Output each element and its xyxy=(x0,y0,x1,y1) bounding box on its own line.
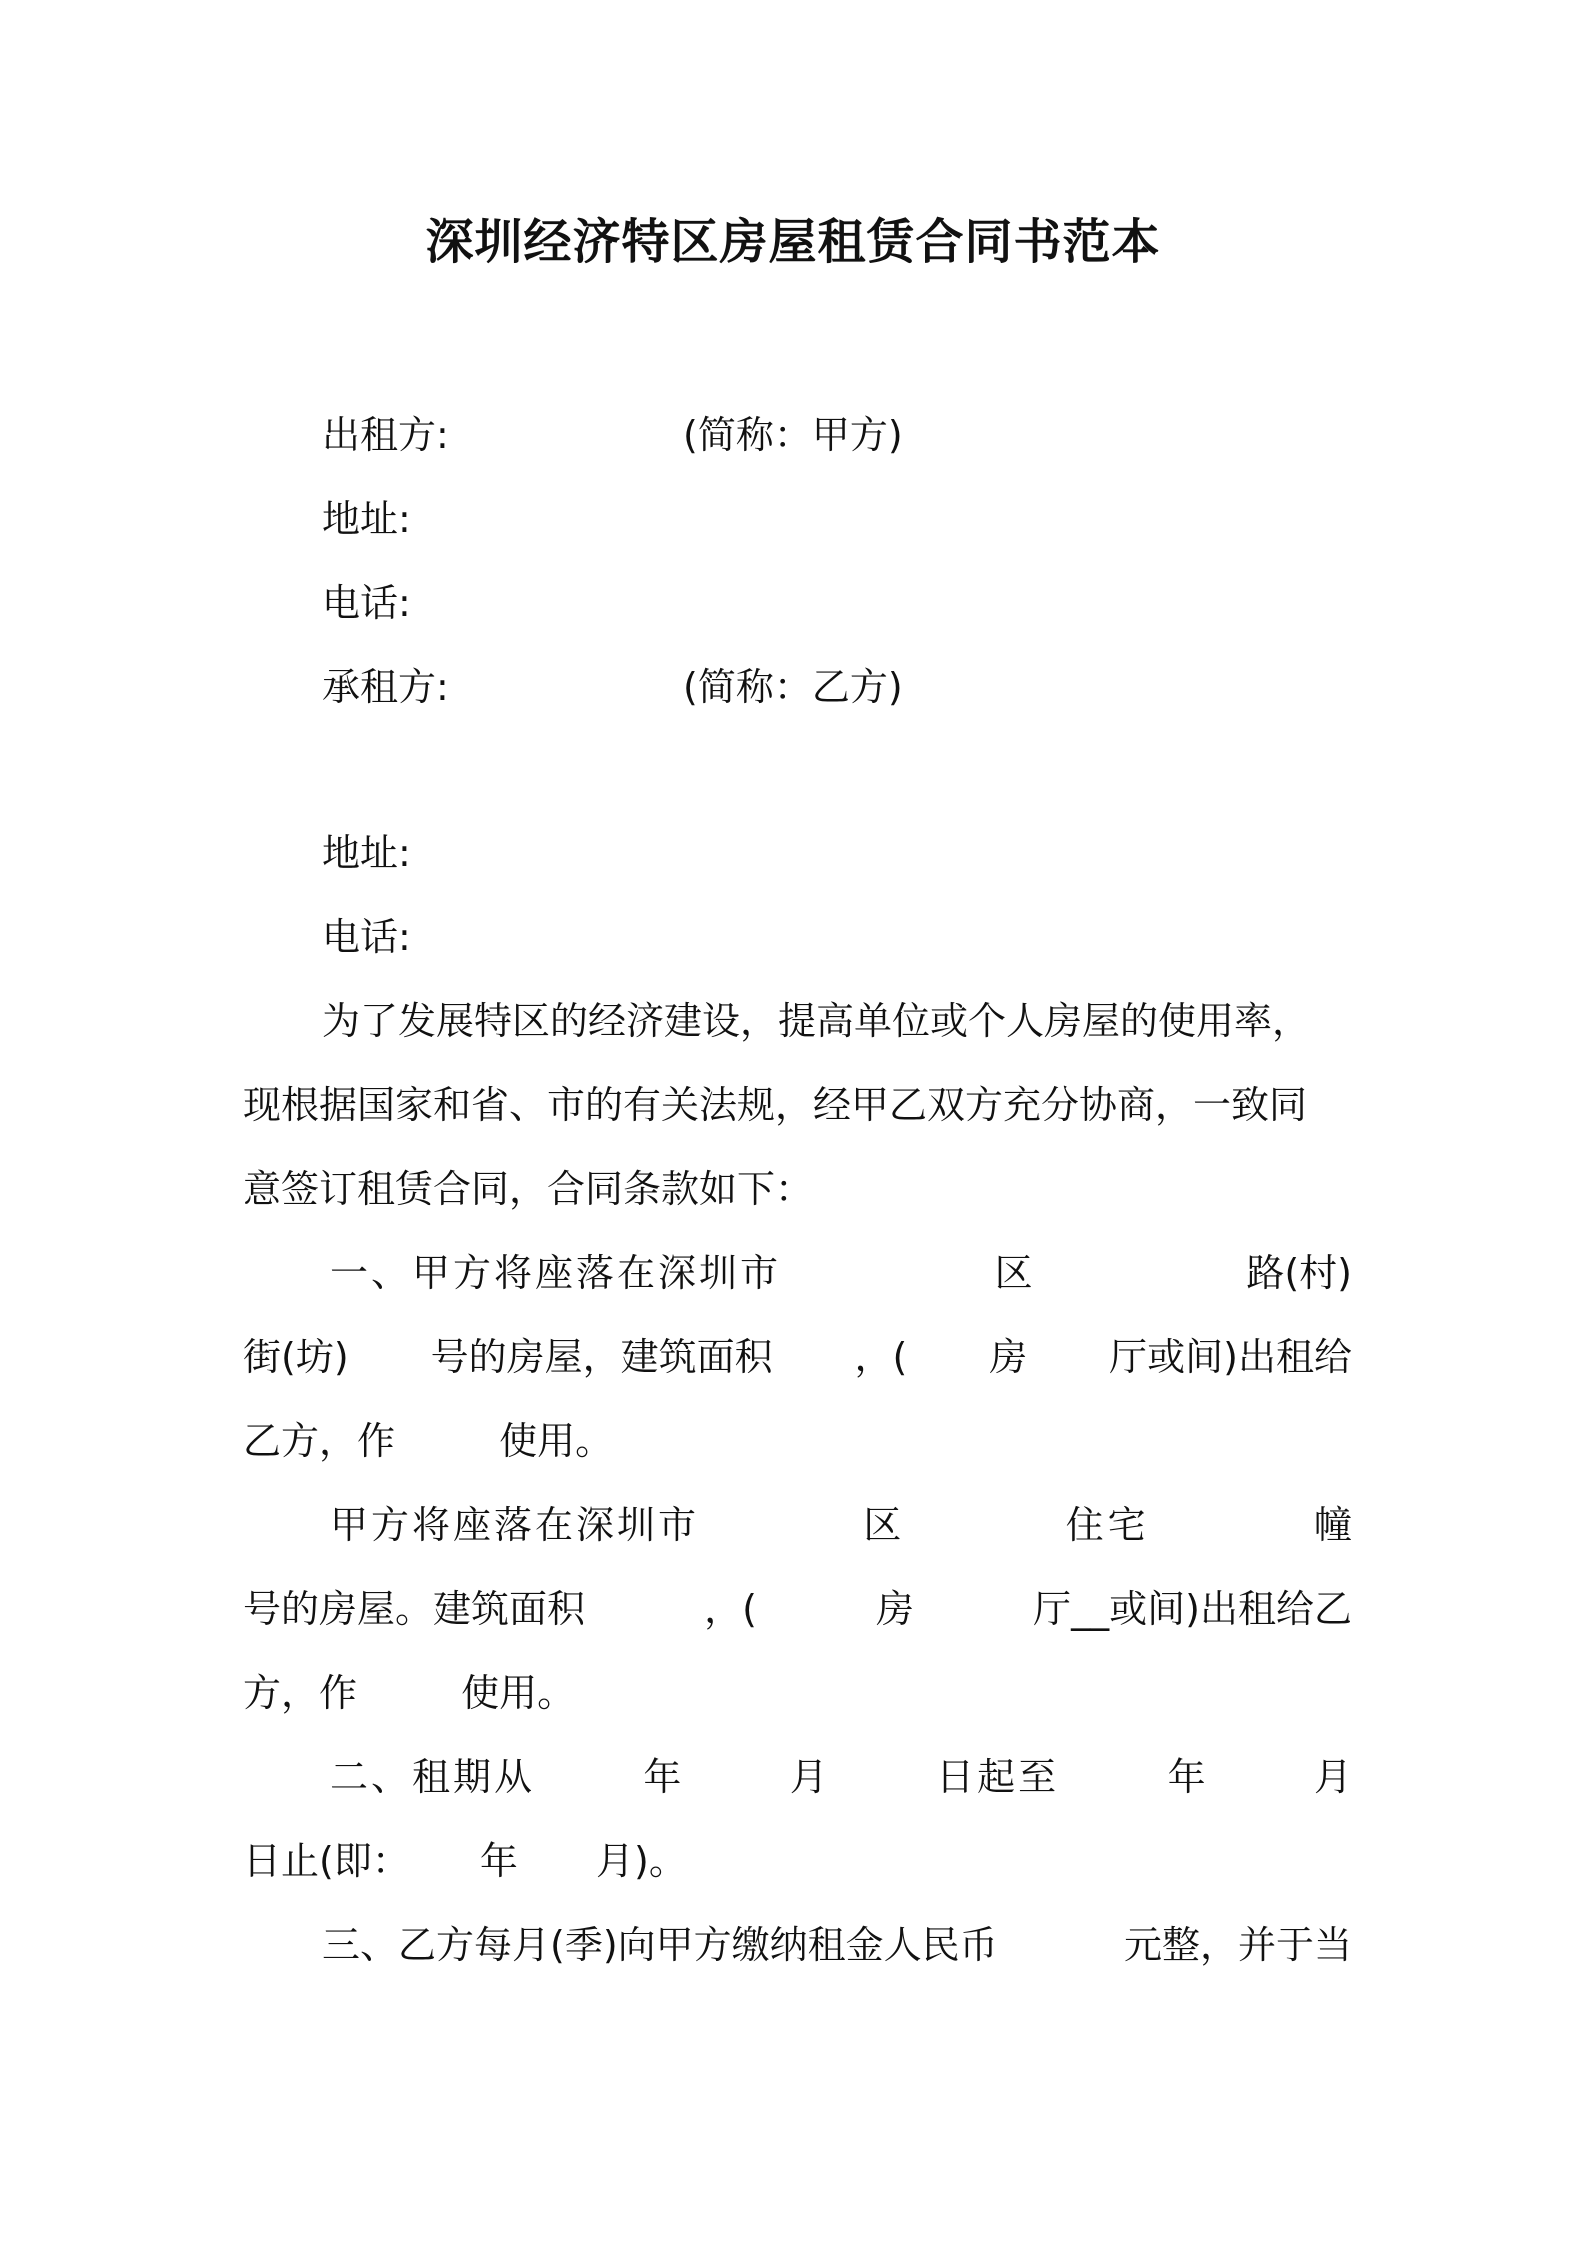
clause-text: 号的房屋。建筑面积 xyxy=(243,1587,586,1631)
clause-text: 日起至 xyxy=(936,1755,1060,1799)
clause-text: 方，作 xyxy=(243,1671,358,1715)
clause-text: 号的房屋，建筑面积 xyxy=(430,1335,773,1379)
clause-text: 年 xyxy=(1167,1755,1206,1799)
clause-text: 三、乙方每月(季)向甲方缴纳租金人民币 xyxy=(322,1923,998,1967)
clause-text: 区 xyxy=(994,1251,1033,1295)
clause-2-line-2 xyxy=(243,1836,687,1886)
clause-text: 日止(即： xyxy=(243,1839,410,1883)
clause-text: 使用。 xyxy=(461,1671,576,1715)
clause-text: 房 xyxy=(989,1335,1028,1379)
lessee-phone-label: 电话: xyxy=(322,915,411,959)
lessor-phone-label: 电话: xyxy=(322,581,411,625)
clause-text: 使用。 xyxy=(499,1419,614,1463)
clause-text: 月 xyxy=(1313,1755,1352,1799)
lessee-address-label: 地址: xyxy=(322,831,411,875)
clause-text: 厅__或间)出租给乙 xyxy=(1033,1587,1352,1631)
clause-text: ，( xyxy=(704,1587,757,1631)
clause-1-line-3 xyxy=(243,1416,613,1466)
preamble-line-3: 意签订租赁合同，合同条款如下： xyxy=(243,1167,814,1211)
clause-3-line-1 xyxy=(322,1920,1352,1970)
clause-text: 元整，并于当 xyxy=(1123,1923,1352,1967)
preamble-line-2: 现根据国家和省、市的有关法规，经甲乙双方充分协商，一致同 xyxy=(243,1083,1308,1127)
clause-1b-line-3 xyxy=(243,1668,575,1718)
clause-text: 月 xyxy=(789,1755,828,1799)
lessor-label: 出租方: xyxy=(322,413,449,457)
lessee-label: 承租方: xyxy=(322,665,449,709)
clause-text: 月)。 xyxy=(596,1839,687,1883)
clause-text: ，( xyxy=(854,1335,908,1379)
lessor-alias: (简称：甲方) xyxy=(683,413,903,457)
clause-text: 一、甲方将座落在深圳市 xyxy=(330,1251,782,1295)
clause-text: 街(坊) xyxy=(243,1335,349,1379)
lessor-address-label: 地址: xyxy=(322,497,411,541)
document-title: 深圳经济特区房屋租赁合同书范本 xyxy=(425,214,1161,270)
clause-2-line-1 xyxy=(330,1752,1352,1802)
clause-text: 年 xyxy=(479,1839,518,1883)
preamble-line-1: 为了发展特区的经济建设，提高单位或个人房屋的使用率， xyxy=(322,999,1311,1043)
clause-text: 住宅 xyxy=(1065,1503,1150,1547)
clause-text: 厅或间)出租给 xyxy=(1109,1335,1352,1379)
clause-text: 幢 xyxy=(1313,1503,1352,1547)
clause-text: 甲方将座落在深圳市 xyxy=(330,1503,700,1547)
clause-text: 路(村) xyxy=(1246,1251,1352,1295)
clause-text: 二、租期从 xyxy=(330,1755,536,1799)
clause-1b-line-1 xyxy=(330,1500,1352,1550)
clause-1-line-2 xyxy=(243,1332,1352,1382)
clause-text: 区 xyxy=(863,1503,902,1547)
clause-1b-line-2 xyxy=(243,1584,1352,1634)
clause-text: 乙方，作 xyxy=(243,1419,396,1463)
clause-1-line-1 xyxy=(330,1248,1352,1298)
clause-text: 年 xyxy=(643,1755,682,1799)
lessee-alias: (简称：乙方) xyxy=(683,665,903,709)
clause-text: 房 xyxy=(876,1587,915,1631)
